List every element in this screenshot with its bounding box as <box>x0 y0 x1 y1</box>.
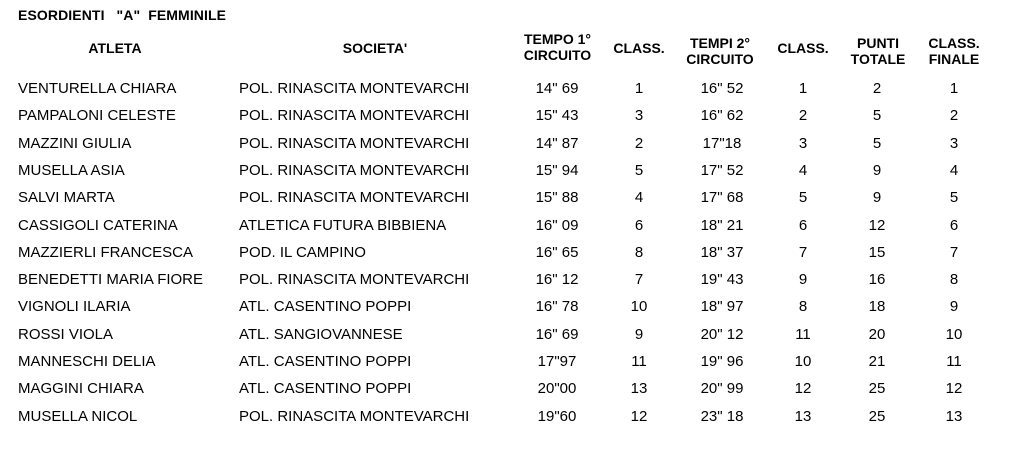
cell-punti-totale: 15 <box>868 243 886 261</box>
cell-class-finale: 8 <box>949 271 959 289</box>
header-label-line: TOTALE <box>850 51 906 67</box>
header-atleta <box>40 40 190 56</box>
cell-tempo-1: 16" 09 <box>535 216 579 234</box>
cell-class-2: 7 <box>798 243 808 261</box>
table-row <box>0 107 1024 134</box>
header-label-line: CIRCUITO <box>523 47 592 63</box>
cell-tempo-1: 14" 87 <box>535 134 579 152</box>
cell-societa: POL. RINASCITA MONTEVARCHI <box>239 134 470 152</box>
cell-class-1: 3 <box>634 107 644 125</box>
cell-tempo-1: 19"60 <box>537 407 577 425</box>
header-label-line: SOCIETA' <box>342 40 408 56</box>
header-label-line: ATLETA <box>88 40 142 56</box>
cell-class-finale: 2 <box>949 107 959 125</box>
cell-class-finale: 10 <box>945 325 963 343</box>
cell-tempo-1: 16" 65 <box>535 243 579 261</box>
cell-atleta: MUSELLA ASIA <box>18 161 125 179</box>
cell-societa: ATLETICA FUTURA BIBBIENA <box>239 216 447 234</box>
cell-punti-totale: 5 <box>872 134 882 152</box>
cell-punti-totale: 18 <box>868 298 886 316</box>
table-row <box>0 162 1024 189</box>
cell-class-1: 10 <box>630 298 648 316</box>
cell-tempi-2: 18" 37 <box>700 243 744 261</box>
cell-class-1: 12 <box>630 407 648 425</box>
header-class-2 <box>768 40 838 56</box>
cell-atleta: ROSSI VIOLA <box>18 325 114 343</box>
cell-class-1: 2 <box>634 134 644 152</box>
cell-tempi-2: 16" 52 <box>700 80 744 97</box>
cell-tempi-2: 18" 21 <box>700 216 744 234</box>
table-row <box>0 189 1024 216</box>
header-tempi-2-circuito <box>670 35 770 67</box>
table-row <box>0 217 1024 244</box>
cell-class-finale: 1 <box>949 80 959 97</box>
cell-class-finale: 5 <box>949 189 959 207</box>
header-label-line: TEMPI 2° <box>689 35 751 51</box>
cell-tempo-1: 14" 69 <box>535 80 579 97</box>
cell-class-finale: 4 <box>949 161 959 179</box>
table-row <box>0 244 1024 271</box>
cell-societa: ATL. CASENTINO POPPI <box>239 380 412 398</box>
cell-atleta: MANNESCHI DELIA <box>18 353 156 370</box>
cell-societa: POL. RINASCITA MONTEVARCHI <box>239 407 470 425</box>
cell-tempi-2: 20" 99 <box>700 380 744 398</box>
table-row <box>0 353 1024 380</box>
table-row <box>0 326 1024 353</box>
table-row <box>0 80 1024 107</box>
cell-tempi-2: 16" 62 <box>700 107 744 125</box>
cell-tempo-1: 15" 94 <box>535 161 579 179</box>
cell-atleta: MAGGINI CHIARA <box>18 380 144 398</box>
cell-class-1: 8 <box>634 243 644 261</box>
cell-punti-totale: 16 <box>868 271 886 289</box>
cell-class-1: 5 <box>634 161 644 179</box>
cell-tempi-2: 18" 97 <box>700 298 744 316</box>
cell-punti-totale: 21 <box>868 353 886 370</box>
header-class-finale <box>916 35 992 67</box>
cell-atleta: VENTURELLA CHIARA <box>18 80 177 97</box>
cell-class-finale: 11 <box>946 353 962 370</box>
cell-class-2: 11 <box>795 325 811 343</box>
cell-punti-totale: 12 <box>868 216 886 234</box>
cell-tempo-1: 16" 69 <box>535 325 579 343</box>
cell-tempo-1: 20"00 <box>537 380 577 398</box>
cell-class-2: 1 <box>798 80 808 97</box>
cell-class-finale: 12 <box>945 380 963 398</box>
cell-atleta: VIGNOLI ILARIA <box>18 298 131 316</box>
cell-class-1: 9 <box>634 325 644 343</box>
cell-tempi-2: 19" 43 <box>700 271 744 289</box>
cell-societa: POL. RINASCITA MONTEVARCHI <box>239 189 470 207</box>
cell-atleta: SALVI MARTA <box>18 189 115 207</box>
cell-atleta: MAZZIERLI FRANCESCA <box>18 243 194 261</box>
cell-class-2: 4 <box>798 161 808 179</box>
cell-class-1: 4 <box>634 189 644 207</box>
cell-punti-totale: 2 <box>872 80 882 97</box>
cell-class-1: 11 <box>631 353 647 370</box>
header-label-line: TEMPO 1° <box>523 31 592 47</box>
cell-punti-totale: 20 <box>868 325 886 343</box>
header-class-1 <box>604 40 674 56</box>
cell-punti-totale: 9 <box>872 189 882 207</box>
cell-societa: POL. RINASCITA MONTEVARCHI <box>239 107 470 125</box>
cell-societa: ATL. SANGIOVANNESE <box>239 325 403 343</box>
cell-atleta: PAMPALONI CELESTE <box>18 107 176 125</box>
cell-atleta: MAZZINI GIULIA <box>18 134 132 152</box>
header-societa <box>300 40 450 56</box>
cell-tempo-1: 16" 78 <box>535 298 579 316</box>
cell-punti-totale: 5 <box>872 107 882 125</box>
cell-class-1: 7 <box>634 271 644 289</box>
document-title: ESORDIENTI "A" FEMMINILE <box>18 7 227 23</box>
table-row <box>0 298 1024 325</box>
cell-societa: POL. RINASCITA MONTEVARCHI <box>239 271 470 289</box>
table-row <box>0 380 1024 407</box>
cell-class-finale: 3 <box>949 134 959 152</box>
cell-class-2: 2 <box>798 107 808 125</box>
cell-societa: POD. IL CAMPINO <box>239 243 366 261</box>
cell-punti-totale: 25 <box>868 407 886 425</box>
cell-tempi-2: 17" 68 <box>700 189 744 207</box>
cell-societa: ATL. CASENTINO POPPI <box>239 353 412 370</box>
cell-tempi-2: 23" 18 <box>700 407 744 425</box>
cell-societa: POL. RINASCITA MONTEVARCHI <box>239 80 470 97</box>
cell-tempi-2: 17" 52 <box>700 161 744 179</box>
cell-tempi-2: 17"18 <box>702 134 742 152</box>
cell-atleta: CASSIGOLI CATERINA <box>18 216 178 234</box>
cell-atleta: MUSELLA NICOL <box>18 407 138 425</box>
cell-tempo-1: 16" 12 <box>535 271 579 289</box>
cell-class-finale: 13 <box>945 407 963 425</box>
cell-atleta: BENEDETTI MARIA FIORE <box>18 271 204 289</box>
header-tempo-1-circuito <box>505 31 610 63</box>
cell-class-2: 9 <box>798 271 808 289</box>
header-label-line: PUNTI <box>857 35 899 51</box>
header-punti-totale <box>840 35 916 67</box>
cell-class-2: 3 <box>798 134 808 152</box>
cell-class-1: 6 <box>634 216 644 234</box>
cell-tempi-2: 20" 12 <box>700 325 744 343</box>
cell-class-finale: 6 <box>949 216 959 234</box>
cell-tempo-1: 15" 88 <box>535 189 579 207</box>
header-label-line: CLASS. <box>928 35 980 51</box>
header-label-line: CIRCUITO <box>686 51 754 67</box>
table-row <box>0 408 1024 435</box>
cell-class-2: 12 <box>794 380 812 398</box>
table-row <box>0 135 1024 162</box>
cell-societa: ATL. CASENTINO POPPI <box>239 298 412 316</box>
header-label-line: CLASS. <box>613 40 665 56</box>
cell-class-1: 1 <box>634 80 644 97</box>
cell-class-2: 10 <box>794 353 812 370</box>
cell-class-2: 8 <box>798 298 808 316</box>
cell-tempi-2: 19" 96 <box>700 353 744 370</box>
header-label-line: FINALE <box>928 51 980 67</box>
header-label-line: CLASS. <box>777 40 829 56</box>
cell-tempo-1: 15" 43 <box>535 107 579 125</box>
cell-class-2: 13 <box>794 407 812 425</box>
cell-class-finale: 7 <box>949 243 959 261</box>
cell-class-2: 6 <box>798 216 808 234</box>
cell-class-finale: 9 <box>949 298 959 316</box>
cell-tempo-1: 17"97 <box>537 353 577 370</box>
cell-class-1: 13 <box>630 380 648 398</box>
cell-punti-totale: 9 <box>872 161 882 179</box>
cell-punti-totale: 25 <box>868 380 886 398</box>
cell-class-2: 5 <box>798 189 808 207</box>
cell-societa: POL. RINASCITA MONTEVARCHI <box>239 161 470 179</box>
table-row <box>0 271 1024 298</box>
